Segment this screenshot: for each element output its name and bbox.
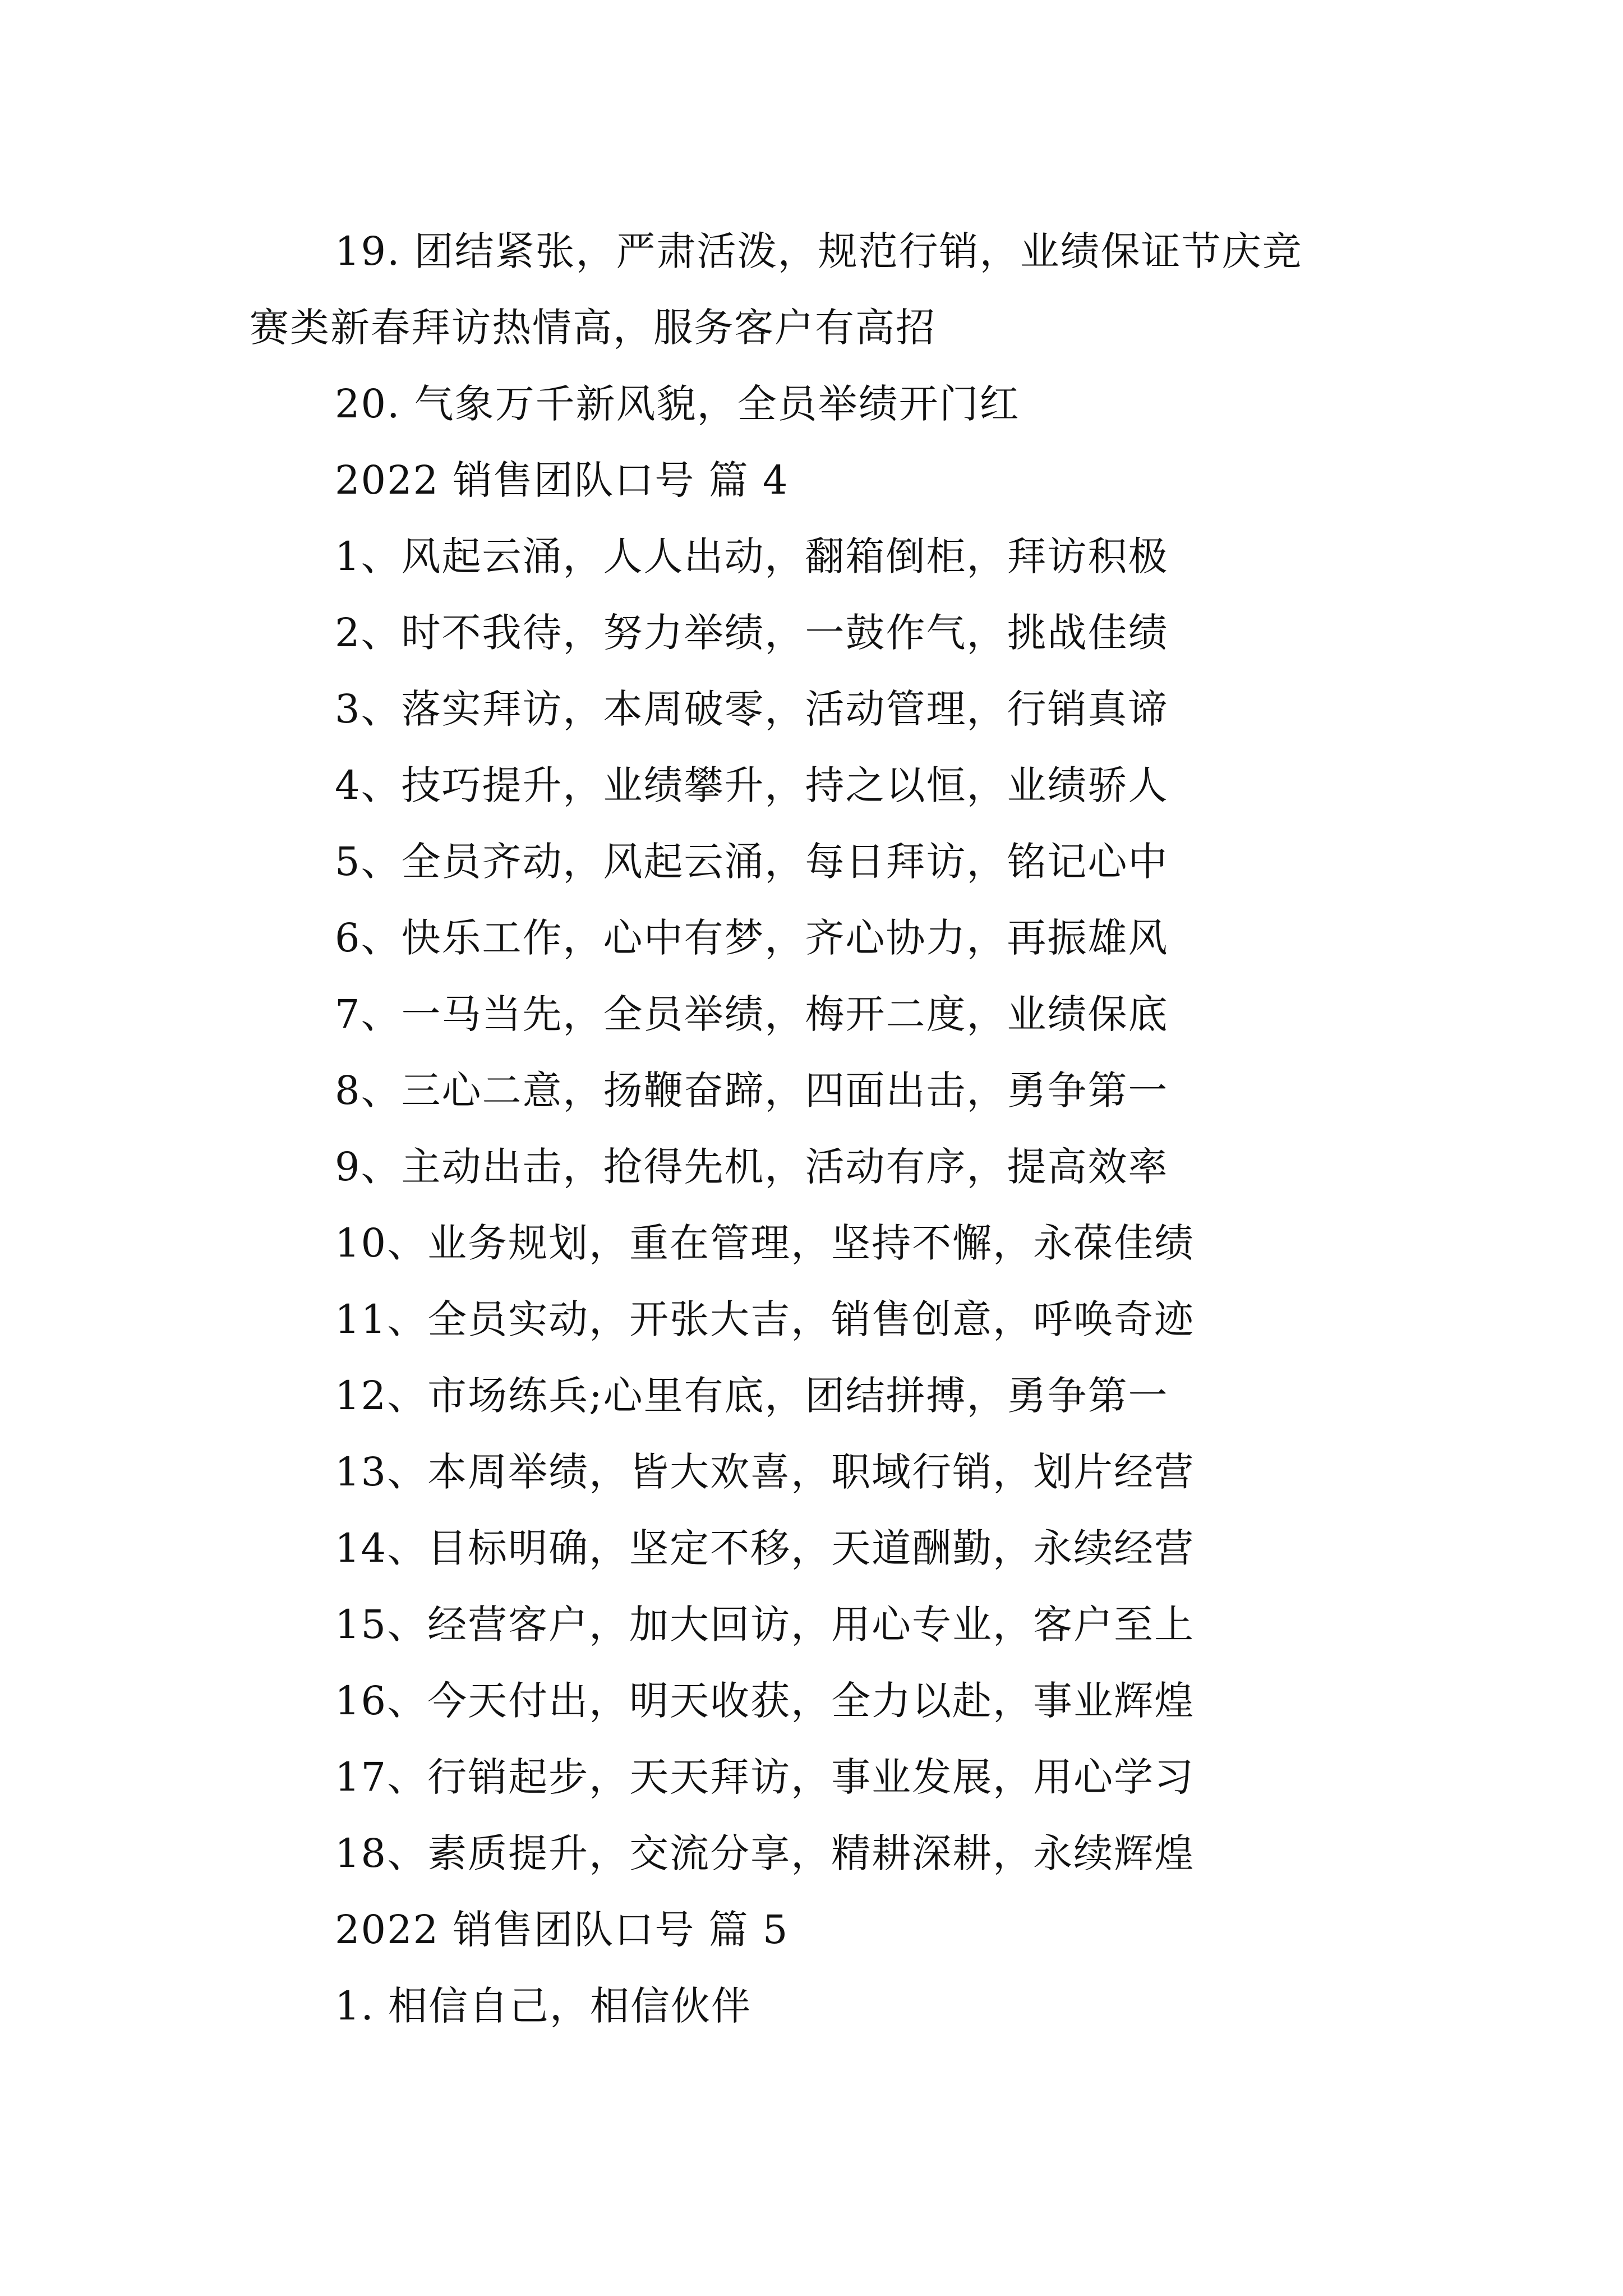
- list-item: 8、三心二意，扬鞭奋蹄，四面出击，勇争第一: [335, 1068, 1169, 1114]
- list-item: 7、一马当先，全员举绩，梅开二度，业绩保底: [335, 991, 1169, 1037]
- section-heading: 2022 销售团队口号 篇 5: [335, 1907, 789, 1953]
- list-item: 5、全员齐动，风起云涌，每日拜访，铭记心中: [335, 839, 1169, 885]
- list-item: 3、落实拜访，本周破零，活动管理，行销真谛: [335, 686, 1169, 732]
- list-item: 12、市场练兵;心里有底，团结拼搏，勇争第一: [335, 1373, 1169, 1419]
- document-body: [250, 213, 1394, 2044]
- paragraph-line-continuation: 赛类新春拜访热情高，服务客户有高招: [250, 305, 936, 351]
- list-item: 14、目标明确，坚定不移，天道酬勤，永续经营: [335, 1525, 1195, 1571]
- list-item: 1、风起云涌，人人出动，翻箱倒柜，拜访积极: [335, 533, 1169, 579]
- list-item: 6、快乐工作，心中有梦，齐心协力，再振雄风: [335, 915, 1169, 961]
- list-item: 1. 相信自己，相信伙伴: [335, 1983, 752, 2029]
- list-item: 18、素质提升，交流分享，精耕深耕，永续辉煌: [335, 1830, 1195, 1876]
- paragraph-line: 20. 气象万千新风貌，全员举绩开门红: [335, 381, 1020, 427]
- list-item: 2、时不我待，努力举绩，一鼓作气，挑战佳绩: [335, 610, 1169, 656]
- list-item: 15、经营客户，加大回访，用心专业，客户至上: [335, 1602, 1195, 1648]
- list-item: 16、今天付出，明天收获，全力以赴，事业辉煌: [335, 1678, 1195, 1724]
- list-item: 4、技巧提升，业绩攀升，持之以恒，业绩骄人: [335, 762, 1169, 808]
- list-item: 10、业务规划，重在管理，坚持不懈，永葆佳绩: [335, 1220, 1195, 1266]
- section-heading: 2022 销售团队口号 篇 4: [335, 457, 789, 503]
- list-item: 17、行销起步，天天拜访，事业发展，用心学习: [335, 1754, 1195, 1800]
- paragraph-line: 19. 团结紧张，严肃活泼，规范行销，业绩保证节庆竞: [335, 228, 1303, 274]
- list-item: 11、全员实动，开张大吉，销售创意，呼唤奇迹: [335, 1296, 1195, 1342]
- list-item: 9、主动出击，抢得先机，活动有序，提高效率: [335, 1144, 1169, 1190]
- list-item: 13、本周举绩，皆大欢喜，职域行销，划片经营: [335, 1449, 1195, 1495]
